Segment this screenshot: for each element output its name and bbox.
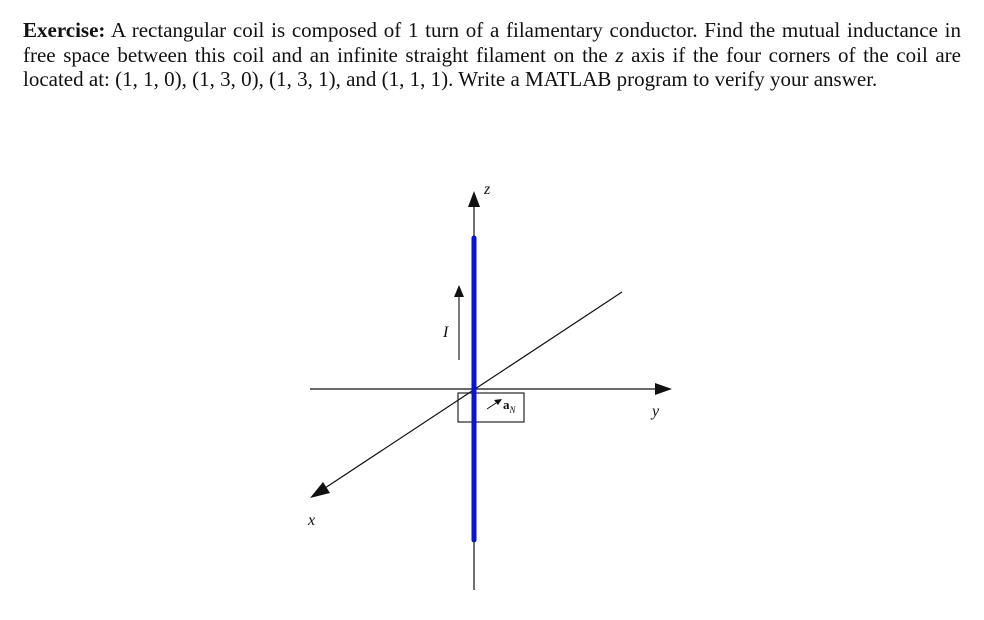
normal-vector-label [503, 397, 517, 415]
normal-vector-subscript: N [509, 405, 516, 415]
exercise-label: Exercise: [23, 18, 106, 42]
normal-vector-symbol: a [503, 397, 510, 412]
z-axis-label: z [484, 181, 491, 198]
current-arrow-head [454, 285, 464, 297]
x-axis-arrowhead [310, 482, 330, 498]
y-axis-label: y [652, 403, 660, 420]
exercise-text-part1: A rectangular coil is composed of 1 turn of a filamentary conductor. Find the mutual inductance in free space between this coil and an infinite straight filament on the [23, 18, 961, 67]
x-axis-label: x [308, 512, 316, 529]
y-axis-arrowhead [655, 383, 672, 395]
z-axis-arrowhead [468, 191, 480, 207]
z-axis-symbol: z [615, 42, 624, 67]
current-label: I [443, 324, 449, 341]
exercise-text-part2: axis if the four corners of the coil are located at: (1, 1, 0), (1, 3, 0), (1, 3, 1), and (1, 1, 1). Write a MATLAB program to verify your answer. [23, 42, 961, 91]
